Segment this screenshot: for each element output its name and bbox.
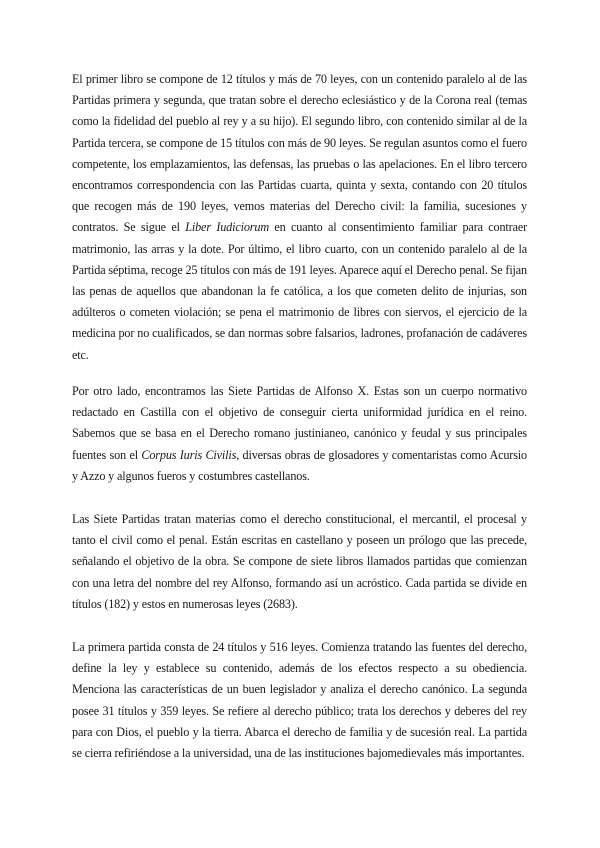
paragraph-siete-partidas-materias: [72, 509, 527, 615]
paragraph-text: Por otro lado, encontramos las Siete Partidas de Alfonso X. Estas son un cuerpo normativo redactado en Castilla con el objetivo de conseguir cierta uniformidad jurídica en el reino. Sabemos que se basa en el Derecho romano justinianeo, canónico y feudal y sus principales fuentes son el: [72, 384, 527, 462]
paragraph-primera-segunda-partida: [72, 637, 527, 764]
paragraph-libros-fuero: [72, 69, 527, 366]
paragraph-text: La primera partida consta de 24 títulos y 516 leyes. Comienza tratando las fuentes del derecho, define la ley y establece su contenido, además de los efectos respecto a su obediencia. Menciona las características de un buen legislador y analiza el derecho canónico. La segunda posee 31 títulos y 359 leyes. Se refiere al derecho público; trata los derechos y deberes del rey para con Dios, el pueblo y la tierra. Abarca el derecho de familia y de sucesión real. La partida se cierra refiriéndose a la universidad, una de las instituciones bajomedievales más importantes.: [72, 640, 527, 761]
paragraph-text: , diversas obras de glosadores y comentaristas como Acursio y Azzo y algunos fueros y costumbres castellanos.: [72, 447, 527, 483]
paragraph-siete-partidas-intro: [72, 381, 527, 487]
paragraph-text: en cuanto al consentimiento familiar para contraer matrimonio, las arras y la dote. Por último, el libro cuarto, con un contenido paralelo al de la Partida séptima, recoge 25 títulos con más de 191 leyes. Aparece aquí el Derecho penal. Se fijan las penas de aquellos que abandonan la fe católica, a los que cometen delito de injurias, son adúlteros o cometen violación; se pena el matrimonio de libres con siervos, el ejercicio de la medicina por no cualificados, se dan normas sobre falsarios, ladrones, profanación de cadáveres etc.: [72, 220, 527, 362]
paragraph-text: Las Siete Partidas tratan materias como el derecho constitucional, el mercantil, el procesal y tanto el civil como el penal. Están escritas en castellano y poseen un prólogo que las precede, señalando el objetivo de la obra. Se compone de siete libros llamados partidas que comienzan con una letra del nombre del rey Alfonso, formando así un acróstico. Cada partida se divide en títulos (182) y estos en numerosas leyes (2683).: [72, 512, 527, 611]
italic-title-liber-iudiciorum: Liber Iudiciorum: [185, 220, 269, 235]
italic-title-corpus-iuris-civilis: Corpus Iuris Civilis: [141, 447, 237, 462]
paragraph-text: El primer libro se compone de 12 títulos y más de 70 leyes, con un contenido paralelo al de las Partidas primera y segunda, que tratan sobre el derecho eclesiástico y de la Corona real (temas como la fidelidad del pueblo al rey y a su hijo). El segundo libro, con contenido similar al de la Partida tercera, se compone de 15 títulos con más de 90 leyes. Se regulan asuntos como el fuero competente, los emplazamientos, las defensas, las pruebas o las apelaciones. En el libro tercero encontramos correspondencia con las Partidas cuarta, quinta y sexta, contando con 20 títulos que recogen más de 190 leyes, vemos materias del Derecho civil: la familia, sucesiones y contratos. Se sigue el: [72, 72, 527, 235]
